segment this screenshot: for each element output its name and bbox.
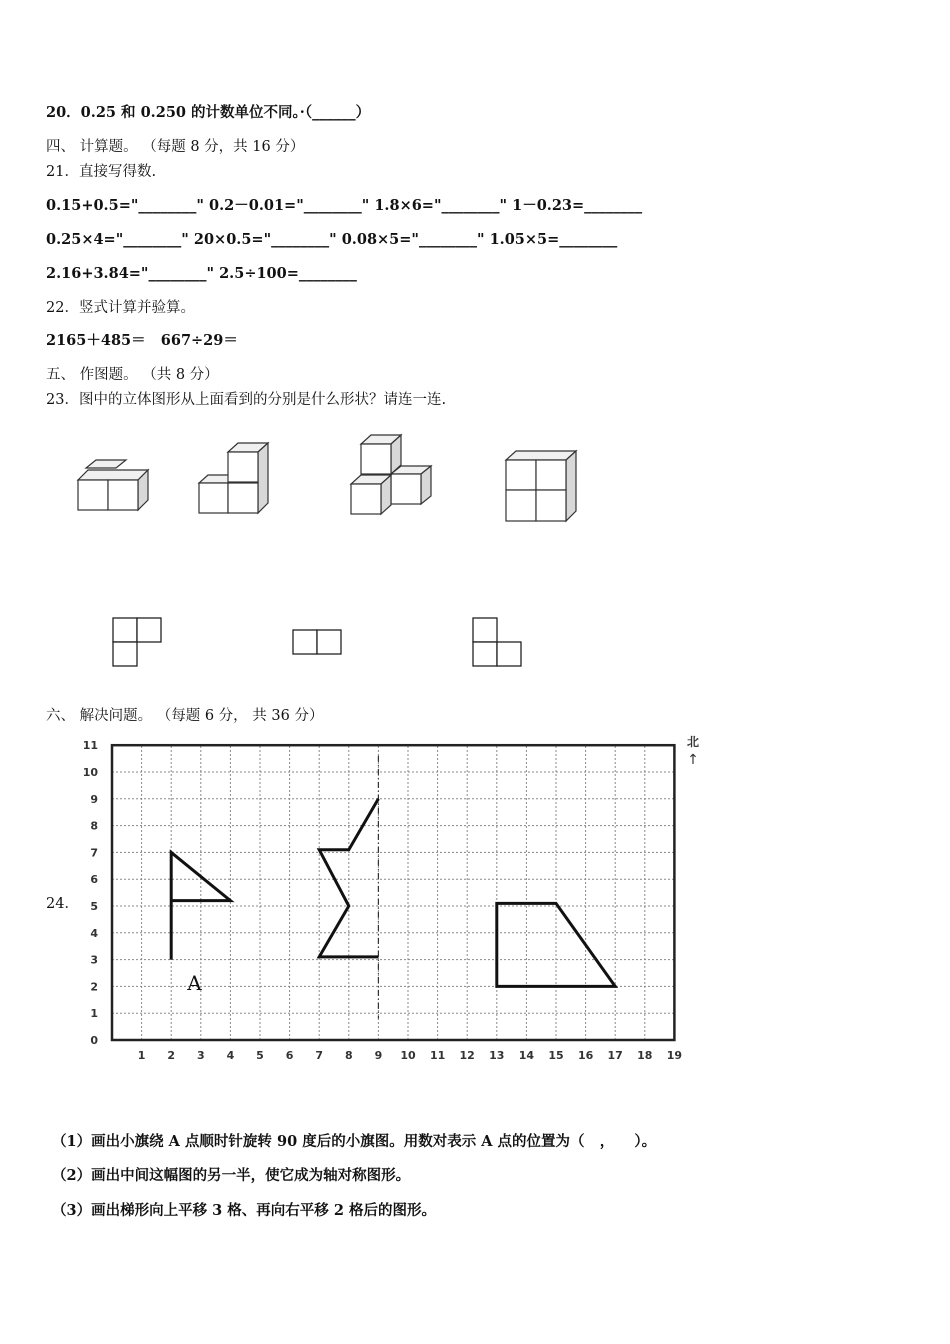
question-21-title: 21．直接写得数. xyxy=(46,164,157,180)
grid-border xyxy=(112,745,674,1040)
question-23-title: 23．图中的立体图形从上面看到的分别是什么形状？请连一连. xyxy=(46,392,447,408)
x-tick-label: 11 xyxy=(429,1049,446,1062)
section-5-heading: 五、 作图题。 （共 8 分） xyxy=(46,367,219,383)
y-tick-label: 10 xyxy=(82,766,98,779)
sub-question-2: （2）画出中间这幅图的另一半，使它成为轴对称图形。 xyxy=(52,1167,411,1184)
y-tick-label: 5 xyxy=(90,900,98,913)
x-tick-label: 14 xyxy=(518,1049,535,1062)
y-tick-label: 3 xyxy=(90,953,98,967)
x-tick-label: 19 xyxy=(666,1049,683,1062)
x-tick-label: 9 xyxy=(374,1049,383,1062)
x-tick-label: 16 xyxy=(577,1049,594,1062)
point-a-label: A xyxy=(187,971,202,996)
y-tick-label: 7 xyxy=(90,846,98,860)
x-tick-label: 3 xyxy=(196,1049,205,1062)
x-tick-label: 17 xyxy=(607,1049,623,1062)
y-tick-label: 8 xyxy=(90,819,98,833)
x-tick-label: 12 xyxy=(459,1049,475,1062)
sub-question-3: （3）画出梯形向上平移 3 格、再向右平移 2 格后的图形。 xyxy=(52,1202,436,1219)
q21-row: 0.25×4="________" 20×0.5="________" 0.08×5="________" 1.05×5=________ xyxy=(46,231,618,248)
x-tick-label: 15 xyxy=(548,1049,564,1062)
y-tick-label: 1 xyxy=(90,1007,98,1021)
x-tick-label: 10 xyxy=(400,1049,416,1062)
question-20: 20．0.25 和 0.250 的计数单位不同。·（______） xyxy=(46,104,371,121)
x-tick-label: 7 xyxy=(315,1049,324,1062)
sub-question-1: （1）画出小旗绕 A 点顺时针旋转 90 度后的小旗图。用数对表示 A 点的位置为（ ， ）。 xyxy=(52,1133,657,1150)
x-tick-label: 1 xyxy=(137,1049,146,1062)
y-tick-label: 0 xyxy=(90,1034,98,1047)
x-tick-label: 4 xyxy=(226,1049,235,1062)
section-4-heading: 四、 计算题。 （每题 8 分，共 16 分） xyxy=(46,139,305,155)
x-tick-label: 13 xyxy=(489,1049,505,1062)
question-24-label: 24． xyxy=(46,896,79,912)
question-22-title: 22．竖式计算并验算。 xyxy=(46,300,195,316)
y-tick-label: 11 xyxy=(82,739,98,753)
section-6-heading: 六、 解决问题。 （每题 6 分， 共 36 分） xyxy=(46,708,324,724)
x-tick-label: 2 xyxy=(167,1049,176,1062)
x-tick-label: 8 xyxy=(344,1049,353,1062)
x-tick-label: 5 xyxy=(256,1049,264,1062)
north-label: 北 xyxy=(686,735,700,749)
q21-row: 2.16+3.84="________" 2.5÷100=________ xyxy=(46,265,357,282)
x-tick-label: 6 xyxy=(285,1049,294,1062)
q21-row: 0.15+0.5="________" 0.2－0.01="________" 1.8×6="________" 1－0.23=________ xyxy=(46,197,643,214)
x-tick-label: 18 xyxy=(637,1049,653,1062)
y-tick-label: 2 xyxy=(90,980,98,994)
y-tick-label: 9 xyxy=(90,792,98,806)
y-tick-label: 6 xyxy=(90,873,98,887)
north-arrow-icon: ↑ xyxy=(687,752,699,768)
y-tick-label: 4 xyxy=(90,926,98,940)
question-22-expressions: 2165＋485＝ 667÷29＝ xyxy=(46,332,238,349)
